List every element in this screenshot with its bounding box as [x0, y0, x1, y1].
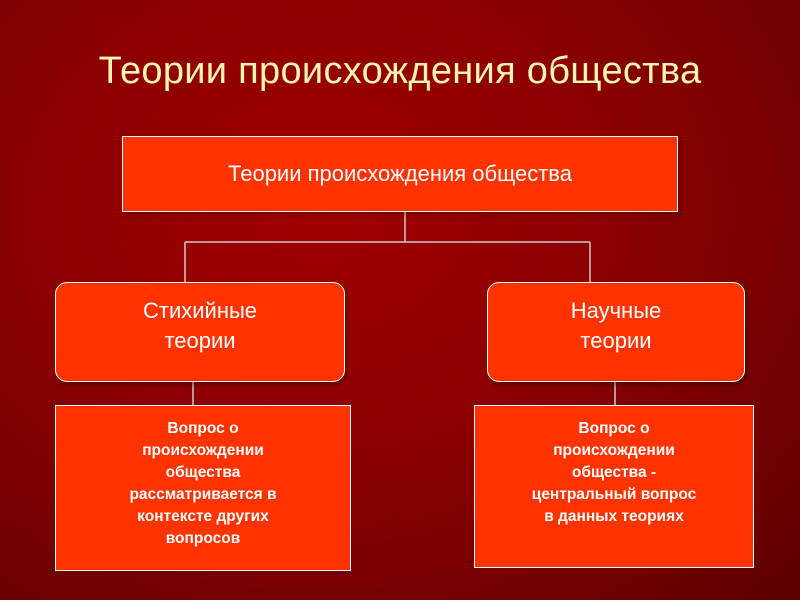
branch-node-spontaneous — [55, 282, 345, 382]
branch-node-label: Научные теории — [570, 298, 662, 353]
description-spontaneous — [55, 405, 351, 571]
description-scientific — [474, 405, 754, 568]
slide-title: Теории происхождения общества — [98, 50, 702, 92]
description-text: Вопрос о происхождении общества - центральный вопрос в данных теориях — [531, 420, 697, 525]
root-node-label: Теории происхождения общества — [228, 161, 572, 186]
root-node — [122, 136, 678, 212]
branch-node-scientific — [487, 282, 745, 382]
branch-node-label: Стихийные теории — [142, 298, 258, 353]
description-text: Вопрос о происхождении общества рассматривается в контексте других вопросов — [129, 420, 277, 547]
